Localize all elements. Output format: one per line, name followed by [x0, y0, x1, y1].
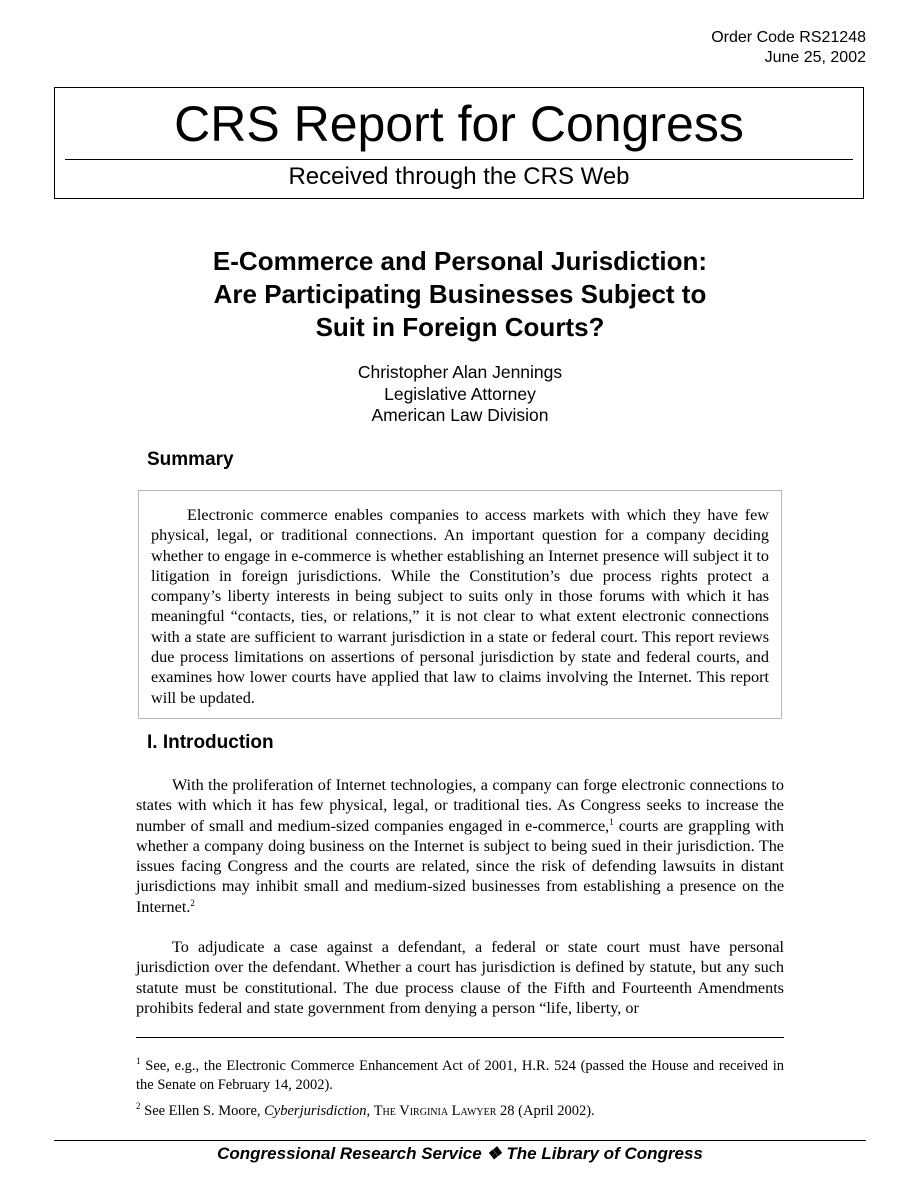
intro-p1-text-a: With the proliferation of Internet technologies, a company can forge electronic connections to states with which it has few physical, legal, or traditional ties. As Congress seeks to increase the number of small and medium-sized companies engaged in e-commerce,: [136, 776, 784, 835]
report-header-subtitle: Received through the CRS Web: [288, 163, 630, 190]
footnote-1-number: 1: [136, 1056, 141, 1066]
report-header: [54, 87, 864, 199]
footnote-divider: [136, 1037, 784, 1038]
intro-paragraph-1: [136, 775, 784, 917]
footnote-1-text: See, e.g., the Electronic Commerce Enhancement Act of 2001, H.R. 524 (passed the House and received in the Senate on February 14, 2002).: [136, 1058, 784, 1093]
order-date: June 25, 2002: [764, 49, 866, 66]
footnote-ref-2[interactable]: 2: [190, 897, 195, 908]
title-line: Suit in Foreign Courts?: [315, 312, 605, 342]
intro-p1-text-b: courts are grappling with whether a company doing business on the Internet is subject to being sued in their jurisdiction. The issues facing Congress and the courts are related, since the risk of defending lawsuits in distant jurisdictions may inhibit small and medium-sized businesses from establishing a presence on the Internet.: [136, 816, 784, 916]
author-name: Christopher Alan Jennings: [357, 362, 563, 382]
summary-box: [138, 490, 782, 719]
footnote-2-number: 2: [136, 1101, 141, 1111]
order-info: [711, 28, 866, 68]
footnote-2-article-title: Cyberjurisdiction: [264, 1103, 367, 1119]
footnote-2-text-c: 28 (April 2002).: [496, 1103, 595, 1119]
title-line: Are Participating Businesses Subject to: [213, 279, 707, 309]
footnote-2: [136, 1102, 784, 1121]
footnote-1: [136, 1057, 784, 1094]
summary-text: Electronic commerce enables companies to access markets with which they have few physical, legal, or traditional connections. An important question for a company deciding whether to engage in e-commerce is whether establishing an Internet presence will subject it to litigation in foreign jurisdictions. While the Constitution’s due process rights protect a company’s liberty interests in being subject to suits only in those forums with which it has meaningful “contacts, ties, or relations,” it is not clear to what extent electronic connections with a state are sufficient to warrant jurisdiction in a state or federal court. This report reviews due process limitations on assertions of personal jurisdiction by state and federal courts, and examines how lower courts have applied that law to claims involving the Internet. This report will be updated.: [151, 506, 769, 707]
footnote-2-journal: The Virginia Lawyer: [373, 1103, 497, 1119]
introduction-heading: I. Introduction: [147, 732, 274, 753]
intro-p2-text: To adjudicate a case against a defendant, a federal or state court must have personal jurisdiction over the defendant. Whether a court has jurisdiction is defined by statute, but any such statute must be constitutional. The due process clause of the Fifth and Fourteenth Amendments prohibits federal and state government from denying a person “life, liberty, or: [136, 938, 784, 1017]
footnotes: [136, 1057, 784, 1129]
summary-heading: Summary: [147, 449, 234, 470]
author-block: [160, 362, 760, 427]
author-position: Legislative Attorney: [384, 383, 536, 404]
footnote-2-text-a: See Ellen S. Moore,: [140, 1103, 265, 1119]
author-division: American Law Division: [371, 405, 549, 425]
footnote-ref-1[interactable]: 1: [609, 816, 614, 827]
header-divider: [65, 159, 853, 160]
intro-paragraph-2: [136, 937, 784, 1018]
footer-divider: [54, 1140, 866, 1141]
page-footer: Congressional Research Service ❖ The Library of Congress: [217, 1144, 703, 1163]
report-header-title: CRS Report for Congress: [174, 96, 744, 152]
title-line: E-Commerce and Personal Jurisdiction:: [212, 246, 708, 276]
document-title: [130, 245, 790, 344]
order-code: Order Code RS21248: [711, 29, 866, 46]
footnote-2-text-b: ,: [366, 1103, 374, 1119]
